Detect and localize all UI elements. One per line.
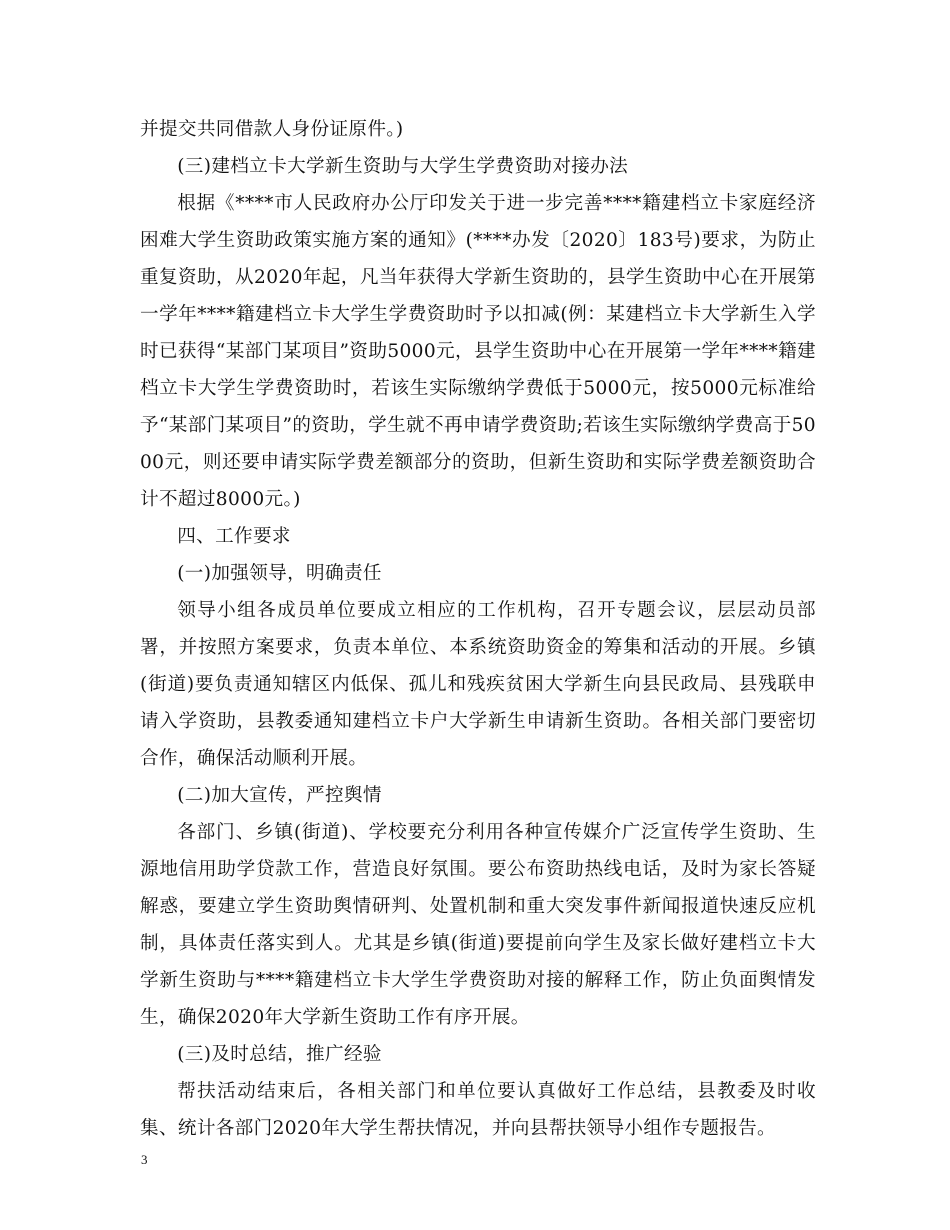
heading-summary: (三)及时总结，推广经验 [177,1044,382,1065]
document-body [140,111,816,1147]
paragraph-summary: 帮扶活动结束后，各相关部门和单位要认真做好工作总结，县教委及时收集、统计各部门2020年大学生帮扶情况，并向县帮扶领导小组作专题报告。 [140,1081,816,1139]
heading-publicity: (二)加大宣传，严控舆情 [177,785,382,806]
paragraph-leadership: 领导小组各成员单位要成立相应的工作机构，召开专题会议，层层动员部署，并按照方案要求，负责本单位、本系统资助资金的筹集和活动的开展。乡镇(街道)要负责通知辖区内低保、孤儿和残疾贫困大学新生向县民政局、县残联申请入学资助，县教委通知建档立卡户大学新生申请新生资助。各相关部门要密切合作，确保活动顺利开展。 [140,600,816,769]
paragraph-loan-note: 并提交共同借款人身份证原件。) [140,119,404,140]
paragraph-tuition-deduction: 根据《****市人民政府办公厅印发关于进一步完善****籍建档立卡家庭经济困难大学生资助政策实施方案的通知》(****办发〔2020〕183号)要求，为防止重复资助，从2020年起，凡当年获得大学新生资助的，县学生资助中心在开展第一学年****籍建档立卡大学生学费资助时予以扣减(例：某建档立卡大学新生入学时已获得“某部门某项目”资助5000元，县学生资助中心在开展第一学年****籍建档立卡大学生学费资助时，若该生实际缴纳学费低于5000元，按5000元标准给予“某部门某项目”的资助，学生就不再申请学费资助;若该生实际缴纳学费高于5000元，则还要申请实际学费差额部分的资助，但新生资助和实际学费差额资助合计不超过8000元。) [140,193,816,510]
heading-work-requirements: 四、工作要求 [177,526,291,547]
page-number: 3 [141,1152,148,1167]
heading-freshman-tuition-link: (三)建档立卡大学新生资助与大学生学费资助对接办法 [177,156,629,177]
heading-leadership: (一)加强领导，明确责任 [177,563,382,584]
paragraph-publicity: 各部门、乡镇(街道)、学校要充分利用各种宣传媒介广泛宣传学生资助、生源地信用助学贷款工作，营造良好氛围。要公布资助热线电话，及时为家长答疑解惑，要建立学生资助舆情研判、处置机制和重大突发事件新闻报道快速反应机制，具体责任落实到人。尤其是乡镇(街道)要提前向学生及家长做好建档立卡大学新生资助与****籍建档立卡大学生学费资助对接的解释工作，防止负面舆情发生，确保2020年大学新生资助工作有序开展。 [140,822,816,1028]
